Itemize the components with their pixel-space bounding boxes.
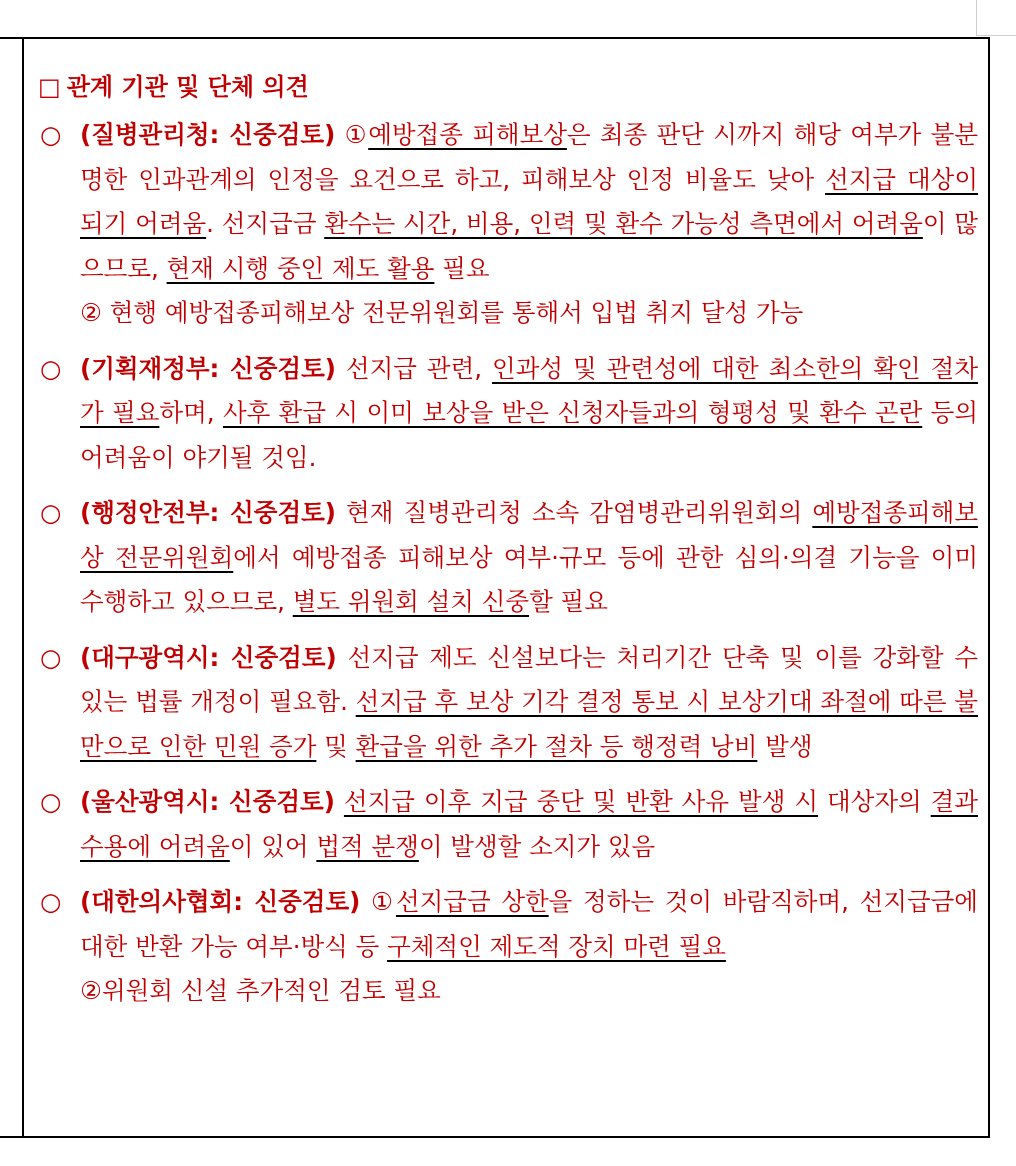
section-heading-text: 관계 기관 및 단체 의견 (66, 73, 309, 101)
opinion-text: . 선지급금 (206, 209, 325, 238)
opinion-item (38, 113, 978, 336)
opinion-text: ① (335, 120, 369, 149)
underlined-phrase: 사후 환급 시 이미 보상을 받은 신청자들과의 형평성 및 환수 곤란 (222, 398, 923, 427)
opinion-text: 이 있어 (229, 831, 317, 861)
underlined-phrase: 예방접종 피해보상 (368, 120, 567, 149)
opinion-text: 하며, (159, 398, 223, 427)
organization-name: (행정안전부: 신중검토) (80, 498, 336, 527)
opinion-text: 선지급 제도 신설보다는 처리기간 단축 및 이를 강화할 수 있는 법률 개정이 필요함. (80, 642, 978, 716)
opinion-text: 은 최종 판단 시까지 해당 여부가 불분명한 인과관계의 인정을 요건으로 하고, 피해보상 인정 비율도 낮아 (80, 120, 978, 194)
opinion-item (38, 880, 978, 1014)
opinion-text: 에서 예방접종 피해보상 여부·규모 등에 관한 심의·의결 기능을 이미 수행하고 있으므로, (80, 542, 978, 616)
opinion-text (335, 787, 344, 816)
page-corner-mark (976, 0, 1016, 36)
underlined-phrase: 인과성 및 관련성에 대한 최소한의 확인 절차가 필요 (80, 353, 978, 427)
opinion-box (24, 37, 990, 1138)
opinion-list (38, 113, 988, 1014)
opinion-text: 등의 어려움이 야기될 것임. (80, 398, 978, 472)
opinion-text: ②위원회 신설 추가적인 검토 필요 (80, 976, 441, 1005)
opinion-text: 현재 질병관리청 소속 감염병관리위원회의 (336, 498, 813, 527)
underlined-phrase: 선지급금 상한 (395, 887, 549, 916)
bullet-circle-icon: ○ (40, 642, 62, 672)
organization-name: (질병관리청: 신중검토) (80, 120, 336, 149)
underlined-phrase: 현재 시행 중인 제도 활용 (166, 253, 435, 283)
organization-name: (대한의사협회: 신중검토) (80, 887, 361, 916)
section-heading (38, 67, 988, 107)
opinion-text: 이 많으므로, (80, 209, 978, 283)
opinion-text: 이 발생할 소지가 있음 (418, 831, 656, 861)
opinion-text: 할 필요 (529, 587, 608, 616)
opinion-item (38, 491, 978, 625)
bullet-circle-icon: ○ (40, 787, 62, 816)
opinion-text: 선지급 관련, (335, 353, 493, 383)
underlined-phrase: 구체적인 제도적 장치 마련 필요 (387, 931, 726, 961)
opinion-item (38, 780, 978, 869)
checkbox-square-icon: □ (38, 73, 61, 101)
organization-name: (대구광역시: 신중검토) (80, 642, 337, 672)
bullet-circle-icon: ○ (40, 353, 62, 383)
left-margin-column (0, 37, 24, 1138)
underlined-phrase: 선지급 대상이 되기 어려움 (80, 164, 978, 238)
opinion-text: ① (360, 887, 396, 916)
underlined-phrase: 결과 수용에 어려움 (80, 787, 979, 861)
opinion-item (38, 636, 978, 770)
opinion-text: 발생 (757, 731, 813, 761)
bullet-circle-icon: ○ (40, 120, 62, 149)
underlined-phrase: 법적 분쟁 (316, 831, 419, 861)
underlined-phrase: 별도 위원회 설치 신중 (292, 587, 530, 616)
opinion-text: 을 정하는 것이 바람직하며, 선지급금에 대한 반환 가능 여부·방식 등 (80, 887, 978, 961)
opinion-text: 및 (316, 731, 356, 761)
underlined-phrase: 선지급 이후 지급 중단 및 반환 사유 발생 시 (343, 787, 819, 816)
organization-name: (울산광역시: 신중검토) (80, 787, 335, 816)
opinion-text: 필요 (434, 253, 490, 283)
underlined-phrase: 선지급 후 보상 기각 결정 통보 시 보상기대 좌절에 따른 불만으로 인한 민원 증가 (80, 687, 979, 761)
bullet-circle-icon: ○ (40, 498, 62, 527)
underlined-phrase: 환수는 시간, 비용, 인력 및 환수 가능성 측면에서 어려움 (324, 209, 923, 238)
opinion-text: 대상자의 (818, 787, 931, 816)
opinion-text: ② 현행 예방접종피해보상 전문위원회를 통해서 입법 취지 달성 가능 (80, 298, 804, 327)
bullet-circle-icon: ○ (40, 887, 62, 916)
opinion-item (38, 347, 978, 481)
organization-name: (기획재정부: 신중검토) (80, 353, 336, 383)
underlined-phrase: 환급을 위한 추가 절차 등 행정력 낭비 (355, 731, 758, 761)
underlined-phrase: 예방접종피해보상 전문위원회 (80, 498, 978, 572)
